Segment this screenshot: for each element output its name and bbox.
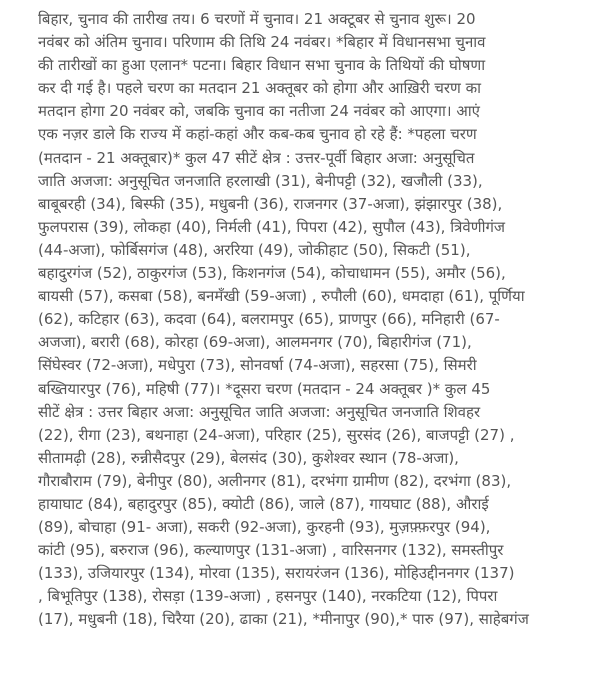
text-line: (133), उजियारपुर (134), मोरवा (135), सरायरंजन (136), मोहिउद्दीननगर (137) — [38, 564, 515, 583]
text-line: नवंबर को अंतिम चुनाव। परिणाम की तिथि 24 नवंबर। *बिहार में विधानसभा चुनाव — [38, 33, 486, 52]
text-line: अजजा), बरारी (68), कोरहा (69-अजा), आलमनगर (70), बिहारीगंज (71), — [38, 333, 472, 352]
text-line: जाति अजजा: अनुसूचित जनजाति हरलाखी (31), बेनीपट्टी (32), खजौली (33), — [38, 171, 483, 190]
text-line: हायाघाट (84), बहादुरपुर (85), क्योटी (86), जाले (87), गायघाट (88), औराई — [38, 494, 489, 513]
text-line: (44-अजा), फोर्बिसगंज (48), अररिया (49), जोकीहाट (50), सिकटी (51), — [38, 240, 471, 259]
text-line: , बिभूतिपुर (138), रोसड़ा (139-अजा) , हसनपुर (140), नरकटिया (12), पिपरा — [38, 587, 498, 606]
text-line: सीटें क्षेत्र : उत्तर बिहार अजा: अनुसूचित जाति अजजा: अनुसूचित जनजाति शिवहर — [38, 402, 481, 421]
text-line: बिहार, चुनाव की तारीख तय। 6 चरणों में चुनाव। 21 अक्टूबर से चुनाव शुरू। 20 — [38, 10, 476, 28]
text-line: फुलपरास (39), लोकहा (40), निर्मली (41), पिपरा (42), सुपौल (43), त्रिवेणीगंज — [38, 217, 506, 236]
text-line: कांटी (95), बरुराज (96), कल्याणपुर (131-अजा) , वारिसनगर (132), समस्तीपुर — [38, 541, 504, 560]
text-line: बाबूबरही (34), बिस्फी (35), मधुबनी (36), राजनगर (37-अजा), झंझारपुर (38), — [38, 194, 503, 213]
text-line: (17), मधुबनी (18), चिरैया (20), ढाका (21), *मीनापुर (90),* पारु (97), साहेबगंज — [38, 610, 529, 629]
text-line: बायसी (57), कसबा (58), बनमँखी (59-अजा) , रुपौली (60), धमदाहा (61), पूर्णिया — [38, 287, 525, 306]
text-line: (22), रीगा (23), बथनाहा (24-अजा), परिहार (25), सुरसंद (26), बाजपट्टी (27) , — [38, 425, 515, 444]
text-line: एक नज़र डाले कि राज्य में कहां-कहां और कब-कब चुनाव हो रहे हैं: *पहला चरण — [38, 125, 477, 144]
text-line: कर दी गई है। पहले चरण का मतदान 21 अक्तूबर को होगा और आख़िरी चरण का — [38, 79, 482, 98]
text-line: सिंघेस्वर (72-अजा), मधेपुरा (73), सोनवर्षा (74-अजा), सहरसा (75), सिमरी — [38, 356, 477, 375]
text-line: (मतदान - 21 अक्तूबार)* कुल 47 सीटें क्षेत्र : उत्तर-पूर्वी बिहार अजा: अनुसूचित — [38, 148, 475, 167]
text-line: बहादुरगंज (52), ठाकुरगंज (53), किशनगंज (54), कोचाधामन (55), अमौर (56), — [38, 264, 506, 283]
text-line: (62), कटिहार (63), कदवा (64), बलरामपुर (65), प्राणपुर (66), मनिहारी (67- — [38, 310, 500, 329]
text-line: (89), बोचाहा (91- अजा), सकरी (92-अजा), कुरहनी (93), मुज़फ़्फ़रपुर (94), — [38, 518, 491, 537]
text-line: मतदान होगा 20 नवंबर को, जबकि चुनाव का नतीजा 24 नवंबर को आएगा। आएं — [38, 102, 480, 121]
text-line: की तारीखों का हुआ एलान* पटना। बिहार विधान सभा चुनाव के तिथियों की घोषणा — [38, 56, 486, 75]
article-body — [38, 8, 594, 632]
text-line: बख्तियारपुर (76), महिषी (77)। *दूसरा चरण (मतदान - 24 अक्तूबर )* कुल 45 — [38, 379, 491, 398]
text-line: गौराबौराम (79), बेनीपुर (80), अलीनगर (81), दरभंगा ग्रामीण (82), दरभंगा (83), — [38, 471, 512, 490]
text-line: सीतामढ़ी (28), रुन्नीसैदपुर (29), बेलसंद (30), कुशेश्वर स्थान (78-अजा), — [38, 448, 459, 467]
